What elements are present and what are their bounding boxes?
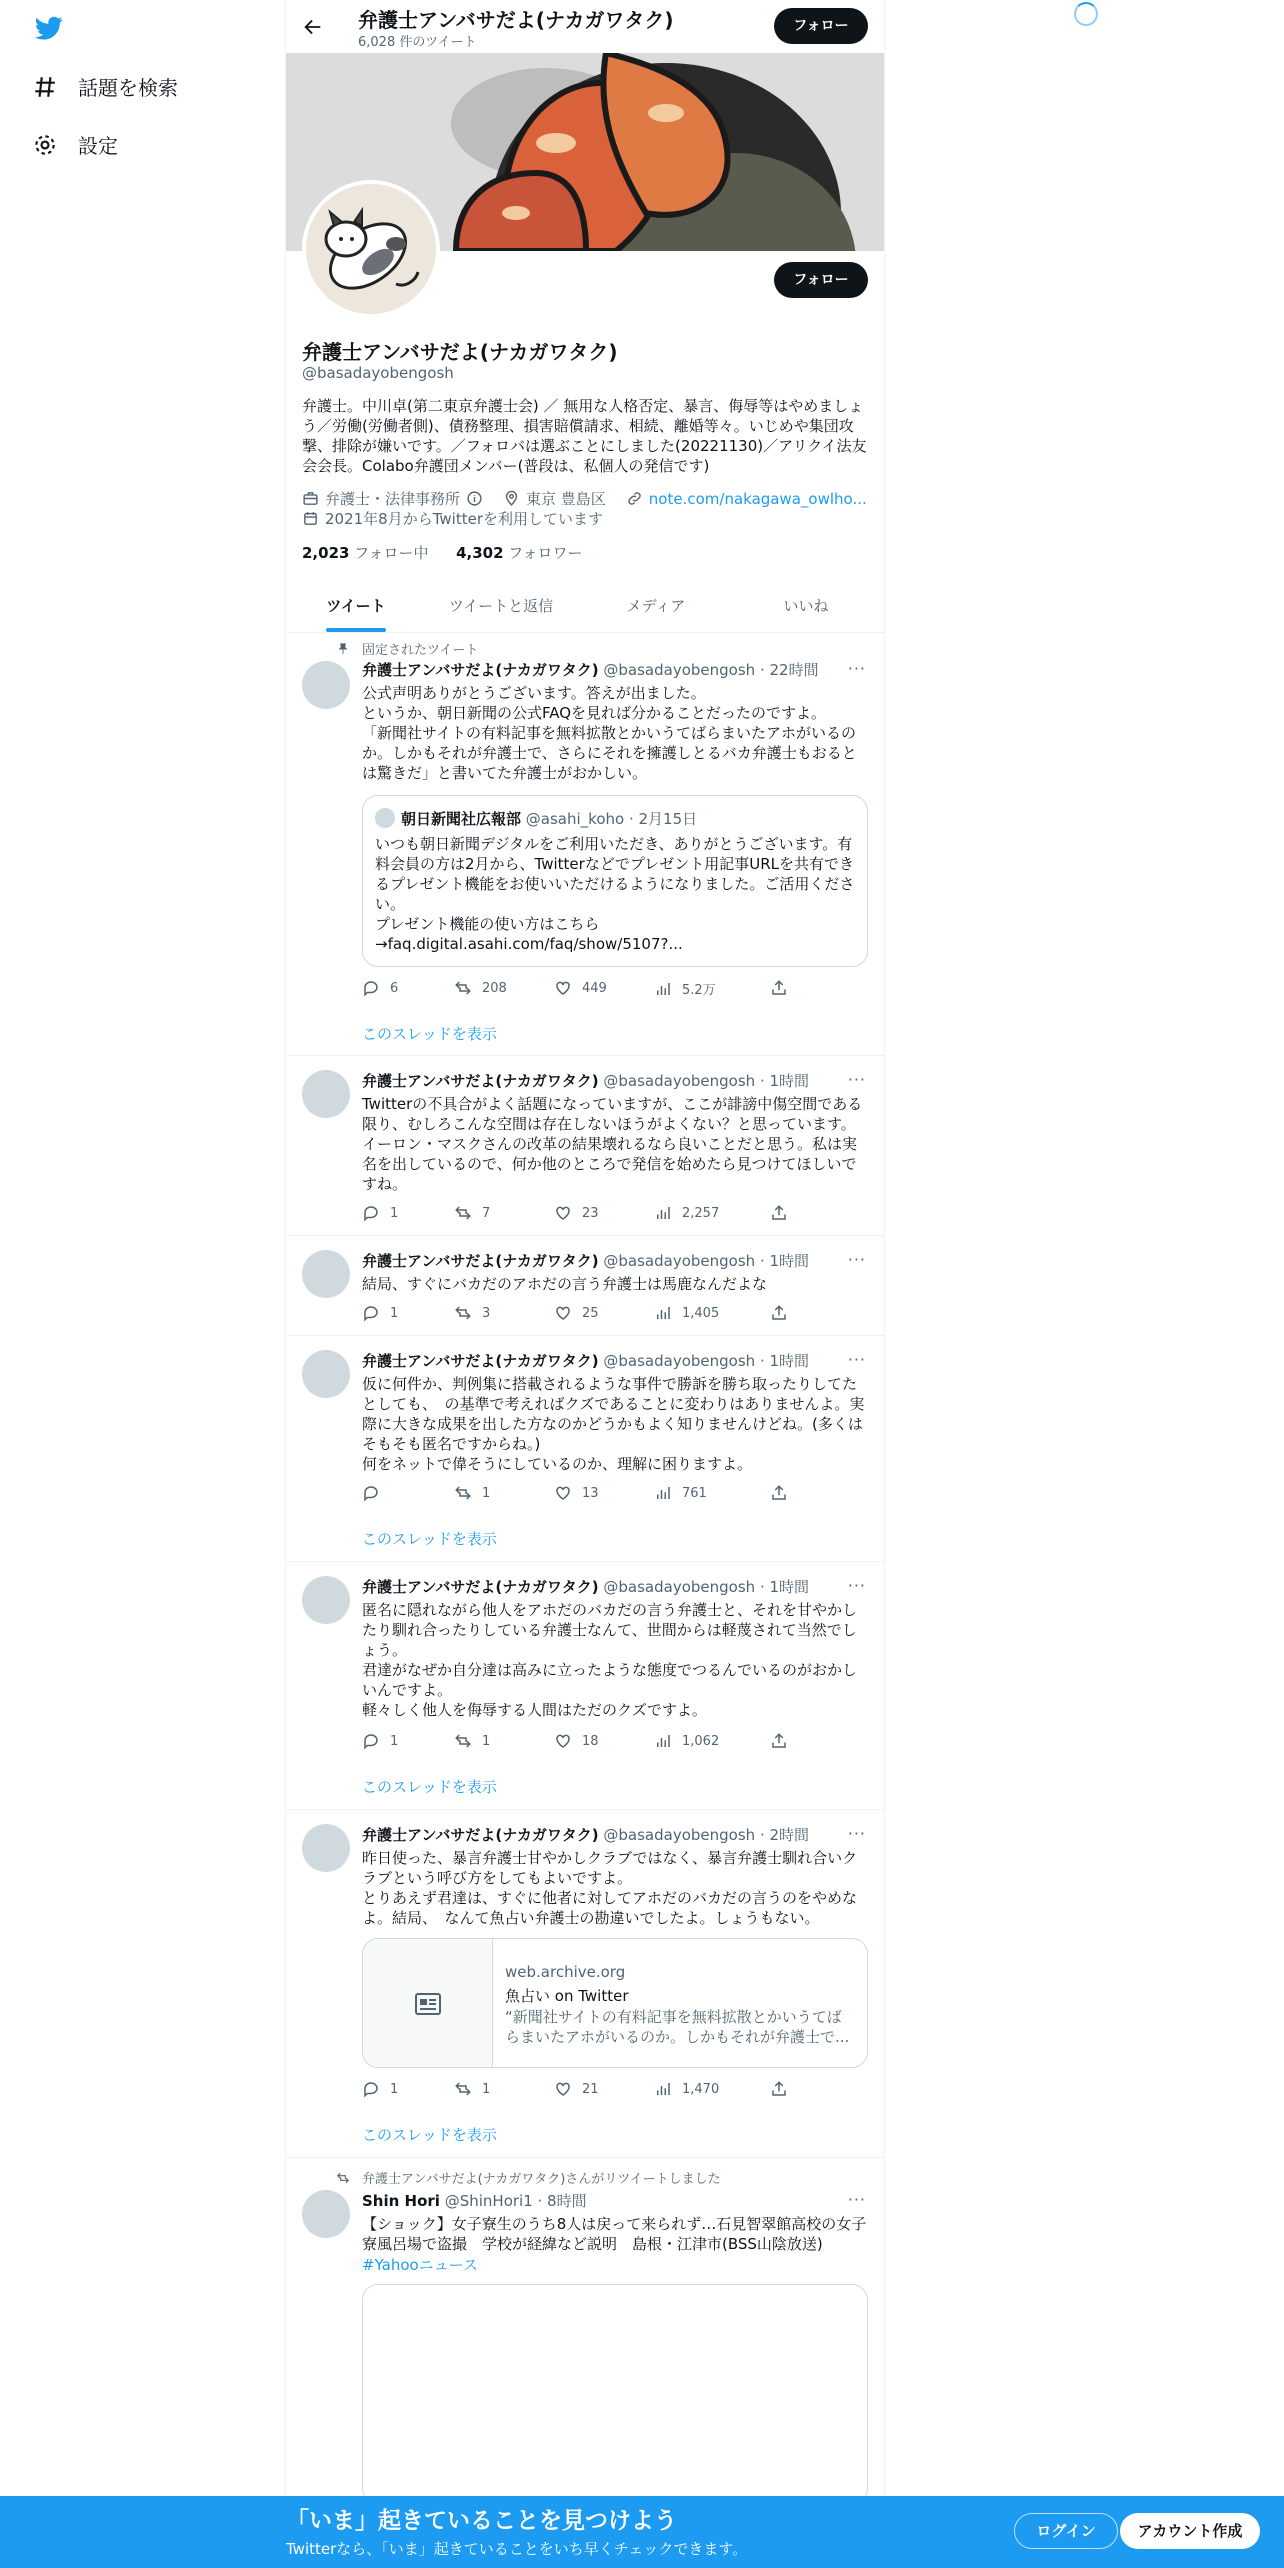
quote-handle-time: @asahi_koho · 2月15日 bbox=[525, 810, 698, 828]
show-thread-link[interactable]: このスレッドを表示 bbox=[362, 1778, 497, 1796]
info-icon[interactable] bbox=[466, 490, 483, 507]
header-follow-button[interactable]: フォロー bbox=[774, 8, 868, 44]
reply-icon bbox=[362, 1204, 380, 1222]
nav-settings-label: 設定 bbox=[78, 134, 118, 158]
author-handle-time: @basadayobengosh · 1時間 bbox=[603, 1252, 810, 1270]
retweet-icon bbox=[454, 1204, 472, 1222]
views-bar-icon bbox=[654, 1204, 672, 1222]
link-card-thumbnail bbox=[363, 1939, 493, 2068]
tweet-text: 匿名に隠れながら他人をアホだのバカだの言う弁護士と、それを甘やかしたり馴れ合ったりしている弁護士なんて、世間からは軽蔑されて当然でしょう。 君達がなぜか自分達は高みに立ったような態度でつるんでいるのがおかしいんですよ。 軽々しく他人を侮辱する人間はただのクズですよ。 bbox=[362, 1601, 858, 1719]
share-icon bbox=[770, 1204, 788, 1222]
back-arrow-icon[interactable] bbox=[302, 16, 324, 38]
share-icon bbox=[770, 2080, 788, 2098]
signup-button[interactable]: アカウント作成 bbox=[1120, 2513, 1260, 2549]
more-options-icon[interactable]: ··· bbox=[847, 2190, 866, 2209]
retweet-icon bbox=[454, 1304, 472, 1322]
author-handle-time: @basadayobengosh · 2時間 bbox=[603, 1826, 810, 1844]
retweet-button[interactable]: 3 bbox=[454, 1304, 490, 1322]
share-button[interactable] bbox=[770, 979, 788, 997]
author-handle-time: @basadayobengosh · 22時間 bbox=[603, 661, 819, 679]
reply-button[interactable]: 6 bbox=[362, 979, 398, 997]
views-button[interactable]: 5.2万 bbox=[654, 979, 716, 998]
followers-link[interactable]: 4,302 フォロワー bbox=[456, 544, 583, 562]
tweet[interactable] bbox=[286, 1562, 884, 1810]
more-options-icon[interactable]: ··· bbox=[847, 1824, 866, 1843]
more-options-icon[interactable]: ··· bbox=[847, 1350, 866, 1369]
reply-icon bbox=[362, 1484, 380, 1502]
reply-button[interactable]: 1 bbox=[362, 1732, 398, 1750]
author-handle-time: @basadayobengosh · 1時間 bbox=[603, 1072, 810, 1090]
profile-stats bbox=[302, 542, 583, 563]
avatar[interactable] bbox=[302, 1576, 350, 1624]
news-article-icon bbox=[415, 1993, 441, 2015]
like-button[interactable]: 25 bbox=[554, 1304, 599, 1322]
link-card-title: 魚占い on Twitter bbox=[505, 1987, 629, 2005]
author-handle-time: @basadayobengosh · 1時間 bbox=[603, 1578, 810, 1596]
hashtag-icon bbox=[32, 74, 58, 100]
share-button[interactable] bbox=[770, 1484, 788, 1502]
avatar[interactable] bbox=[302, 2190, 350, 2238]
reply-icon bbox=[362, 1304, 380, 1322]
twitter-logo-icon[interactable] bbox=[32, 14, 66, 42]
nav-explore[interactable] bbox=[32, 72, 178, 101]
heart-icon bbox=[554, 1304, 572, 1322]
author-name[interactable]: 弁護士アンバサだよ(ナカガワタク) bbox=[362, 1826, 599, 1844]
like-button[interactable]: 21 bbox=[554, 2080, 599, 2098]
tweet-header bbox=[362, 1070, 809, 1091]
author-name[interactable]: Shin Hori bbox=[362, 2192, 440, 2210]
loading-spinner-icon bbox=[1074, 2, 1098, 26]
show-thread-link[interactable]: このスレッドを表示 bbox=[362, 1025, 497, 1043]
cat-avatar-illustration bbox=[306, 184, 436, 314]
share-button[interactable] bbox=[770, 2080, 788, 2098]
tweet-actions bbox=[362, 1484, 792, 1504]
retweet-button[interactable]: 1 bbox=[454, 1484, 490, 1502]
header-tweet-count: 6,028 件のツイート bbox=[358, 35, 477, 50]
tweet-actions bbox=[362, 1732, 792, 1752]
retweet-button[interactable]: 7 bbox=[454, 1204, 490, 1222]
author-name[interactable]: 弁護士アンバサだよ(ナカガワタク) bbox=[362, 1072, 599, 1090]
tweet-text: 結局、すぐにバカだのアホだの言う弁護士は馬鹿なんだよな bbox=[362, 1275, 768, 1293]
media-card-placeholder[interactable] bbox=[362, 2284, 868, 2504]
quote-author: 朝日新聞社広報部 bbox=[401, 810, 522, 828]
location-pin-icon bbox=[503, 490, 520, 507]
like-button[interactable]: 449 bbox=[554, 979, 607, 997]
author-name[interactable]: 弁護士アンバサだよ(ナカガワタク) bbox=[362, 661, 599, 679]
tab-tweets-replies[interactable]: ツイートと返信 bbox=[448, 597, 554, 615]
login-button[interactable]: ログイン bbox=[1014, 2513, 1118, 2549]
bottom-bar-title: 「いま」起きていることを見つけよう bbox=[286, 2508, 677, 2534]
tweet-text: 仮に何件か、判例集に搭載されるような事件で勝訴を勝ち取ったりしてたとしても、 の基準で考えればクズであることに変わりはありませんよ。実際に大きな成果を出した方なのかどうかもよく知りませんけどね。(多くはそもそも匿名ですからね。) 何をネットで偉そうにしているのか、理解に困りますよ。 bbox=[362, 1375, 865, 1473]
tweet-header bbox=[362, 1250, 809, 1271]
views-button[interactable]: 1,405 bbox=[654, 1304, 719, 1322]
quote-header bbox=[401, 808, 697, 829]
more-options-icon[interactable]: ··· bbox=[847, 1070, 866, 1089]
tweet-actions bbox=[362, 1204, 792, 1224]
link-card[interactable] bbox=[362, 1938, 868, 2068]
views-bar-icon bbox=[654, 1732, 672, 1750]
tweet-retweeted[interactable] bbox=[286, 2158, 884, 2496]
main-column bbox=[285, 0, 885, 2568]
avatar[interactable] bbox=[302, 1824, 350, 1872]
gear-icon bbox=[32, 132, 58, 158]
profile-avatar[interactable] bbox=[302, 180, 440, 318]
tweet[interactable] bbox=[286, 1056, 884, 1236]
retweet-context-label: 弁護士アンバサだよ(ナカガワタク)さんがリツイートしました bbox=[362, 2172, 721, 2187]
more-options-icon[interactable]: ··· bbox=[847, 659, 866, 678]
retweet-icon bbox=[454, 1484, 472, 1502]
share-button[interactable] bbox=[770, 1304, 788, 1322]
share-icon bbox=[770, 1732, 788, 1750]
author-handle-time: @basadayobengosh · 1時間 bbox=[603, 1352, 810, 1370]
author-name[interactable]: 弁護士アンバサだよ(ナカガワタク) bbox=[362, 1352, 599, 1370]
views-button[interactable]: 2,257 bbox=[654, 1204, 719, 1222]
avatar[interactable] bbox=[302, 1250, 350, 1298]
views-bar-icon bbox=[654, 1484, 672, 1502]
tweet-header bbox=[362, 1824, 809, 1845]
share-button[interactable] bbox=[770, 1732, 788, 1750]
share-icon bbox=[770, 1304, 788, 1322]
active-tab-indicator bbox=[326, 628, 386, 632]
tweet-pinned[interactable] bbox=[286, 633, 884, 1056]
retweet-button[interactable]: 1 bbox=[454, 1732, 490, 1750]
nav-explore-label: 話題を検索 bbox=[78, 76, 178, 100]
following-link[interactable]: 2,023 フォロー中 bbox=[302, 544, 429, 562]
heart-icon bbox=[554, 1732, 572, 1750]
pin-icon bbox=[336, 642, 350, 656]
pinned-label: 固定されたツイート bbox=[362, 643, 479, 658]
profile-follow-button[interactable]: フォロー bbox=[774, 262, 868, 298]
hashtag-link[interactable]: #Yahooニュース bbox=[362, 2256, 478, 2274]
views-button[interactable]: 761 bbox=[654, 1484, 707, 1502]
tweet-header bbox=[362, 1350, 809, 1371]
reply-icon bbox=[362, 1732, 380, 1750]
pinned-context bbox=[336, 639, 478, 658]
quoted-tweet[interactable] bbox=[362, 795, 868, 967]
retweet-icon bbox=[454, 2080, 472, 2098]
retweet-context bbox=[336, 2168, 721, 2187]
profile-meta-row bbox=[302, 488, 867, 509]
retweet-button[interactable]: 1 bbox=[454, 2080, 490, 2098]
share-icon bbox=[770, 1484, 788, 1502]
tab-media[interactable]: メディア bbox=[626, 597, 686, 615]
share-button[interactable] bbox=[770, 1204, 788, 1222]
author-name[interactable]: 弁護士アンバサだよ(ナカガワタク) bbox=[362, 1252, 599, 1270]
author-handle-time: @ShinHori1 · 8時間 bbox=[444, 2192, 587, 2210]
tweet[interactable] bbox=[286, 1810, 884, 2158]
tweet-actions bbox=[362, 1304, 792, 1324]
profile-joined: 2021年8月からTwitterを利用しています bbox=[325, 510, 603, 528]
show-thread-link[interactable]: このスレッドを表示 bbox=[362, 1530, 497, 1548]
profile-header bbox=[286, 0, 884, 53]
nav-settings[interactable] bbox=[32, 130, 118, 159]
more-options-icon[interactable]: ··· bbox=[847, 1576, 866, 1595]
profile-location: 東京 豊島区 bbox=[526, 490, 606, 508]
heart-icon bbox=[554, 1204, 572, 1222]
avatar[interactable] bbox=[302, 661, 350, 709]
link-icon bbox=[626, 490, 643, 507]
briefcase-icon bbox=[302, 490, 319, 507]
tab-likes[interactable]: いいね bbox=[783, 597, 829, 615]
tweet-text: Twitterの不具合がよく話題になっていますが、ここが誹謗中傷空間である限り、むしろこんな空間は存在しないほうがよくない？と思っています。 イーロン・マスクさんの改革の結果壊れるなら良いことだと思う。私は実名を出しているので、何か他のところで発信を始めたら見つけてほしいですね。 bbox=[362, 1095, 863, 1193]
profile-category: 弁護士・法律事務所 bbox=[325, 490, 461, 508]
author-name[interactable]: 弁護士アンバサだよ(ナカガワタク) bbox=[362, 1578, 599, 1596]
show-thread-link[interactable]: このスレッドを表示 bbox=[362, 2126, 497, 2144]
tweet-actions bbox=[362, 2080, 792, 2100]
tweet-header bbox=[362, 659, 819, 680]
retweet-button[interactable]: 208 bbox=[454, 979, 507, 997]
profile-joined-row bbox=[302, 508, 603, 529]
tweet-text: 公式声明ありがとうございます。答えが出ました。 というか、朝日新聞の公式FAQを見れば分かることだったのですよ。 「新聞社サイトの有料記事を無料拡散とかいうてばらまいたアホがいるのか。しかもそれが弁護士で、さらにそれを擁護しとるバカ弁護士もおるとは驚きだ」と書いてた弁護士がおかしい。 bbox=[362, 684, 857, 782]
avatar[interactable] bbox=[302, 1070, 350, 1118]
reply-button[interactable]: 1 bbox=[362, 1304, 398, 1322]
views-bar-icon bbox=[654, 1304, 672, 1322]
reply-button[interactable] bbox=[362, 1484, 390, 1502]
more-options-icon[interactable]: ··· bbox=[847, 1250, 866, 1269]
profile-bio: 弁護士。中川卓(第二東京弁護士会) ／ 無用な人格否定、暴言、侮辱等はやめましょう／労働(労働者側)、債務整理、損害賠償請求、相続、離婚等々。いじめや集団攻撃、排除が嫌いです。／フォロバは選ぶことにしました(20221130)／アリクイ法友会会長。Colabo弁護団メンバー(普段は、私個人の発信です) bbox=[302, 397, 867, 475]
reply-icon bbox=[362, 979, 380, 997]
views-bar-icon bbox=[654, 980, 672, 998]
profile-name: 弁護士アンバサだよ(ナカガワタク) bbox=[302, 340, 618, 364]
like-button[interactable]: 23 bbox=[554, 1204, 599, 1222]
tweet[interactable] bbox=[286, 1336, 884, 1562]
quote-avatar bbox=[375, 808, 395, 828]
tweet-text: 昨日使った、暴言弁護士甘やかしクラブではなく、暴言弁護士馴れ合いクラブという呼び方をしてもよいですよ。 とりあえず君達は、すぐに他者に対してアホだのバカだの言うのをやめなよ。結局、 なんて魚占い弁護士の勘違いでしたよ。しょうもない。 bbox=[362, 1849, 858, 1927]
profile-link[interactable]: note.com/nakagawa_owlho... bbox=[648, 489, 867, 508]
views-button[interactable]: 1,062 bbox=[654, 1732, 719, 1750]
reply-icon bbox=[362, 2080, 380, 2098]
tweet[interactable] bbox=[286, 1236, 884, 1336]
header-name: 弁護士アンバサだよ(ナカガワタク) bbox=[358, 8, 674, 32]
reply-button[interactable]: 1 bbox=[362, 2080, 398, 2098]
heart-icon bbox=[554, 979, 572, 997]
link-card-description: “新聞社サイトの有料記事を無料拡散とかいうてばらまいたアホがいるのか。しかもそれが弁護士で... bbox=[505, 2008, 850, 2046]
retweet-icon bbox=[336, 2171, 350, 2185]
heart-icon bbox=[554, 2080, 572, 2098]
tweet-actions bbox=[362, 979, 792, 999]
reply-button[interactable]: 1 bbox=[362, 1204, 398, 1222]
retweet-icon bbox=[454, 979, 472, 997]
views-button[interactable]: 1,470 bbox=[654, 2080, 719, 2098]
avatar[interactable] bbox=[302, 1350, 350, 1398]
tweet-header bbox=[362, 1576, 809, 1597]
views-bar-icon bbox=[654, 2080, 672, 2098]
quote-text: いつも朝日新聞デジタルをご利用いただき、ありがとうございます。有料会員の方は2月から、Twitterなどでプレゼント用記事URLを共有できるプレゼント機能をお使いいただけるようになりました。ご活用ください。 プレゼント機能の使い方はこちら →faq.digital.asahi.com/faq/show/5107?... bbox=[375, 835, 855, 953]
tab-tweets[interactable]: ツイート bbox=[326, 597, 386, 615]
heart-icon bbox=[554, 1484, 572, 1502]
calendar-icon bbox=[302, 510, 319, 527]
like-button[interactable]: 13 bbox=[554, 1484, 599, 1502]
retweet-icon bbox=[454, 1732, 472, 1750]
link-card-domain: web.archive.org bbox=[505, 1963, 626, 1981]
signup-prompt-bar bbox=[0, 2496, 1284, 2568]
like-button[interactable]: 18 bbox=[554, 1732, 599, 1750]
profile-tabs bbox=[286, 580, 884, 633]
profile-handle: @basadayobengosh bbox=[302, 364, 454, 382]
tweet-text: 【ショック】女子寮生のうち8人は戻って来られず…石見智翠館高校の女子寮風呂場で盗撮 学校が経緯など説明 島根・江津市(BSS山陰放送) bbox=[362, 2215, 867, 2253]
bottom-bar-subtitle: Twitterなら、「いま」起きていることをいち早くチェックできます。 bbox=[286, 2540, 748, 2558]
tweet-header bbox=[362, 2190, 587, 2211]
share-icon bbox=[770, 979, 788, 997]
